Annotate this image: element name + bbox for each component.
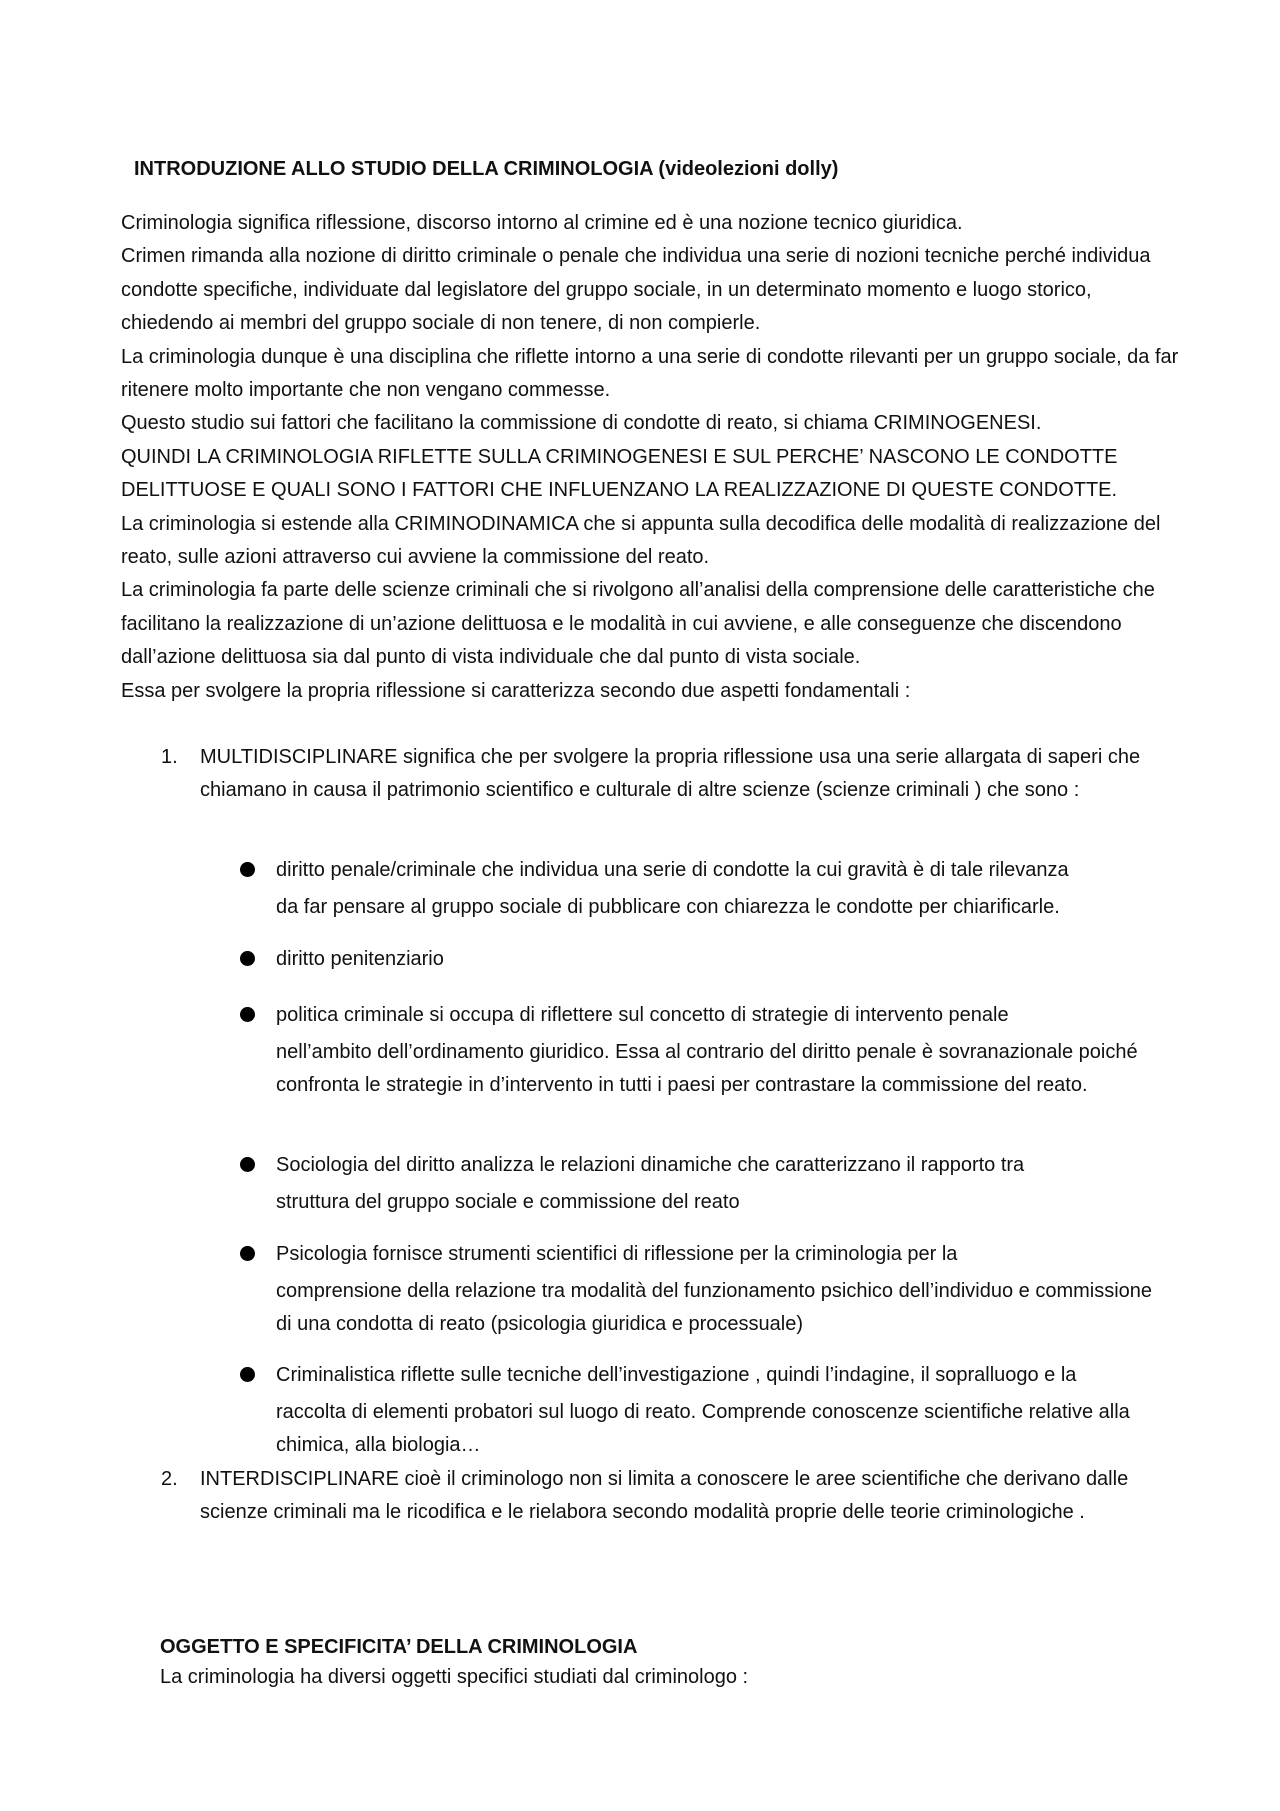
bullet-text: Sociologia del diritto analizza le relazioni dinamiche che caratterizzano il rapporto tra bbox=[276, 1154, 1025, 1176]
bullet-dot-icon bbox=[240, 1157, 255, 1172]
paragraph: La criminologia dunque è una disciplina che riflette intorno a una serie di condotte rilevanti per un gruppo sociale, da far ritenere molto importante che non vengano commesse. bbox=[121, 345, 1179, 402]
bullet-text-continued: nell’ambito dell’ordinamento giuridico. Essa al contrario del diritto penale è sovranazionale poiché confronta le strategie in d’intervento in tutti i paesi per contrastare la commissione del reato. bbox=[276, 1041, 1138, 1097]
bullet-dot-icon bbox=[240, 1367, 255, 1382]
bullet-item bbox=[240, 939, 1160, 979]
paragraph: Criminologia significa riflessione, discorso intorno al crimine ed è una nozione tecnico giuridica. bbox=[121, 212, 963, 234]
bullet-text: politica criminale si occupa di riflettere sul concetto di strategie di intervento penale bbox=[276, 1004, 1009, 1026]
bullet-item bbox=[240, 995, 1160, 1103]
page-title: INTRODUZIONE ALLO STUDIO DELLA CRIMINOLOGIA (videolezioni dolly) bbox=[134, 158, 839, 180]
paragraph: QUINDI LA CRIMINOLOGIA RIFLETTE SULLA CRIMINOGENESI E SUL PERCHE’ NASCONO LE CONDOTTE DELITTUOSE E QUALI SONO I FATTORI CHE INFLUENZANO LA REALIZZAZIONE DI QUESTE CONDOTTE. bbox=[121, 445, 1118, 502]
bullet-text-continued: da far pensare al gruppo sociale di pubblicare con chiarezza le condotte per chiarificarle. bbox=[276, 896, 1060, 918]
bullet-text: diritto penitenziario bbox=[276, 948, 444, 970]
list-number: 2. bbox=[161, 1468, 178, 1490]
bullet-dot-icon bbox=[240, 1246, 255, 1261]
paragraph: Crimen rimanda alla nozione di diritto criminale o penale che individua una serie di nozioni tecniche perché individua condotte specifiche, individuate dal legislatore del gruppo sociale, in un determinato momento e luogo storico, chiedendo ai membri del gruppo sociale di non tenere, di non compierle. bbox=[121, 245, 1151, 335]
bullet-text-continued: raccolta di elementi probatori sul luogo di reato. Comprende conoscenze scientifiche relative alla chimica, alla biologia… bbox=[276, 1401, 1130, 1457]
bullet-item bbox=[240, 1234, 1160, 1342]
paragraph: La criminologia fa parte delle scienze criminali che si rivolgono all’analisi della comprensione delle caratteristiche che facilitano la realizzazione di un’azione delittuosa e le modalità in cui avviene, e alle conseguenze che discendono dall’azione delittuosa sia dal punto di vista individuale che dal punto di vista sociale. bbox=[121, 579, 1155, 669]
list-item-text: INTERDISCIPLINARE cioè il criminologo non si limita a conoscere le aree scientifiche che derivano dalle scienze criminali ma le ricodifica e le rielabora secondo modalità proprie delle teorie criminologiche . bbox=[200, 1468, 1129, 1524]
paragraph: Questo studio sui fattori che facilitano la commissione di condotte di reato, si chiama CRIMINOGENESI. bbox=[121, 412, 1042, 435]
bullet-item bbox=[240, 1145, 1160, 1219]
bullet-dot-icon bbox=[240, 862, 255, 877]
bullet-text-continued: comprensione della relazione tra modalità del funzionamento psichico dell’individuo e commissione di una condotta di reato (psicologia giuridica e processuale) bbox=[276, 1280, 1153, 1336]
bullet-item bbox=[240, 850, 1160, 924]
paragraph: Essa per svolgere la propria riflessione si caratterizza secondo due aspetti fondamentali : bbox=[121, 679, 911, 702]
bullet-dot-icon bbox=[240, 1007, 255, 1022]
bullet-text: Criminalistica riflette sulle tecniche dell’investigazione , quindi l’indagine, il sopralluogo e la bbox=[276, 1364, 1077, 1386]
list-number: 1. bbox=[161, 746, 178, 768]
list-item-text: MULTIDISCIPLINARE significa che per svolgere la propria riflessione usa una serie allargata di saperi che chiamano in causa il patrimonio scientifico e culturale di altre scienze (scienze criminali ) che sono : bbox=[200, 746, 1141, 802]
bullet-text: diritto penale/criminale che individua una serie di condotte la cui gravità è di tale rilevanza bbox=[276, 859, 1069, 881]
section-heading: OGGETTO E SPECIFICITA’ DELLA CRIMINOLOGIA bbox=[160, 1636, 638, 1658]
numbered-item-interdisciplinare bbox=[121, 1463, 1181, 1530]
bullet-item bbox=[240, 1355, 1160, 1463]
bullet-text-continued: struttura del gruppo sociale e commissione del reato bbox=[276, 1191, 740, 1213]
paragraph: La criminologia si estende alla CRIMINODINAMICA che si appunta sulla decodifica delle modalità di realizzazione del reato, sulle azioni attraverso cui avviene la commissione del reato. bbox=[121, 512, 1161, 569]
bullet-dot-icon bbox=[240, 951, 255, 966]
section-intro-text: La criminologia ha diversi oggetti specifici studiati dal criminologo : bbox=[160, 1666, 749, 1688]
intro-paragraphs bbox=[121, 207, 1181, 708]
numbered-item-multidisciplinare bbox=[121, 741, 1181, 808]
bullet-text: Psicologia fornisce strumenti scientifici di riflessione per la criminologia per la bbox=[276, 1243, 958, 1265]
